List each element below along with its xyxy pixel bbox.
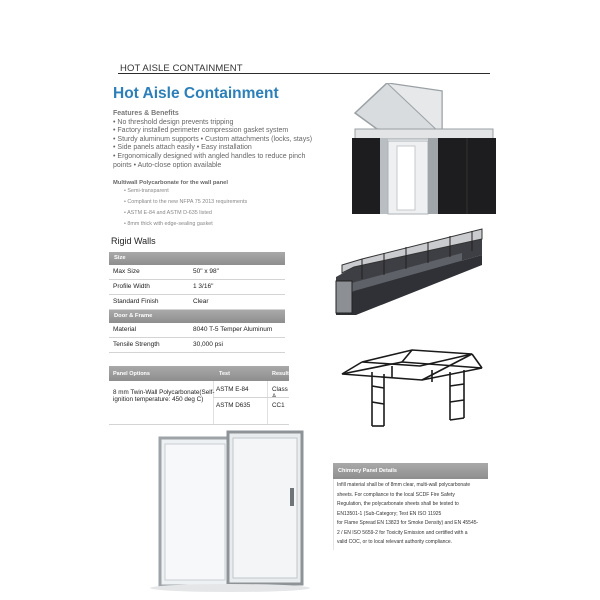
chimney-line: sheets. For compliance to the local SCDF Fire Safety — [337, 491, 455, 498]
row-label: Profile Width — [113, 283, 150, 290]
col-panel-options: Panel Options — [113, 371, 150, 377]
feature-line: • Ergonomically designed with angled handles to reduce pinch — [113, 152, 306, 160]
table-row — [109, 295, 285, 310]
row-value: 1 3/16" — [193, 283, 214, 290]
list-item: • Compliant to the new NFPA 75 2013 requirements — [124, 199, 248, 205]
chimney-line: Regulation, the polycarbonate sheets shall be tested to — [337, 501, 459, 507]
chimney-panel-details — [333, 463, 488, 550]
sliding-door-photo — [140, 428, 310, 593]
row-value: 50" x 98" — [193, 268, 219, 275]
row-label: Standard Finish — [113, 298, 159, 305]
chimney-line: 2 / EN ISO 5659-2 for Toxicity Emission and certified with a — [337, 529, 468, 536]
door-frame-header: Door & Frame — [109, 310, 285, 323]
polycarbonate-list — [124, 188, 247, 232]
features-heading: Features & Benefits — [113, 110, 179, 117]
col-test: Test — [219, 371, 230, 377]
containment-photo — [347, 83, 502, 217]
chimney-line: EN13501-1 (Sub-Category; Test EN ISO 11925 — [337, 510, 442, 517]
frame-wireframe — [332, 322, 492, 432]
row-label: Tensile Strength — [113, 341, 160, 348]
result-value: CC1 — [272, 402, 285, 409]
row-value: 30,000 psi — [193, 341, 223, 348]
feature-line: points • Auto-close option available — [113, 161, 222, 169]
chimney-line: for Flame Spread EN 13823 for Smoke Density) and EN 45545- — [337, 520, 479, 526]
features-section — [113, 110, 341, 170]
row-label: Material — [113, 326, 137, 333]
row-label: Max Size — [113, 268, 140, 275]
chimney-line: valid COC, or to local relevant authority compliance. — [337, 539, 453, 545]
rigid-walls-title: Rigid Walls — [111, 236, 156, 246]
table-row — [109, 323, 285, 338]
feature-line: • Side panels attach easily • Easy installation — [113, 144, 252, 152]
table-row — [109, 265, 285, 280]
test-value: ASTM D635 — [216, 402, 251, 409]
row-value: 8040 T-5 Temper Aluminum — [193, 326, 273, 333]
feature-line: • Factory installed perimeter compression gasket system — [113, 127, 289, 135]
spec-table — [109, 252, 285, 353]
panel-table-body — [109, 381, 289, 425]
table-row — [109, 280, 285, 295]
panel-options-table — [109, 366, 289, 425]
list-item: • 8mm thick with edge-sealing gasket — [124, 221, 213, 227]
feature-line: • No threshold design prevents tripping — [113, 118, 234, 126]
panel-material: 8 mm Twin-Wall Polycarbonate(Self-ignition temperature: 450 deg C) — [113, 389, 215, 403]
test-value: ASTM E-84 — [216, 386, 249, 393]
header-title: HOT AISLE CONTAINMENT — [120, 63, 243, 74]
result-value: Class A — [272, 386, 288, 400]
panel-table-header — [109, 366, 289, 381]
feature-line: • Sturdy aluminum supports • Custom attachments (locks, stays) — [113, 135, 313, 143]
col-result: Result — [272, 371, 289, 377]
page-title: Hot Aisle Containment — [113, 85, 279, 102]
chimney-body — [333, 479, 488, 550]
size-header: Size — [109, 252, 285, 265]
chimney-line: Infill material shall be of 8mm clear, multi-wall polycarbonate — [337, 482, 471, 488]
polycarbonate-heading: Multiwall Polycarbonate for the wall panel — [113, 180, 228, 186]
chimney-heading: Chimney Panel Details — [333, 463, 488, 479]
list-item: • Semi-transparent — [124, 188, 169, 194]
table-row — [109, 338, 285, 353]
list-item: • ASTM E-84 and ASTM D-635 listed — [124, 210, 212, 216]
row-value: Clear — [193, 298, 209, 305]
containment-render — [332, 219, 492, 317]
